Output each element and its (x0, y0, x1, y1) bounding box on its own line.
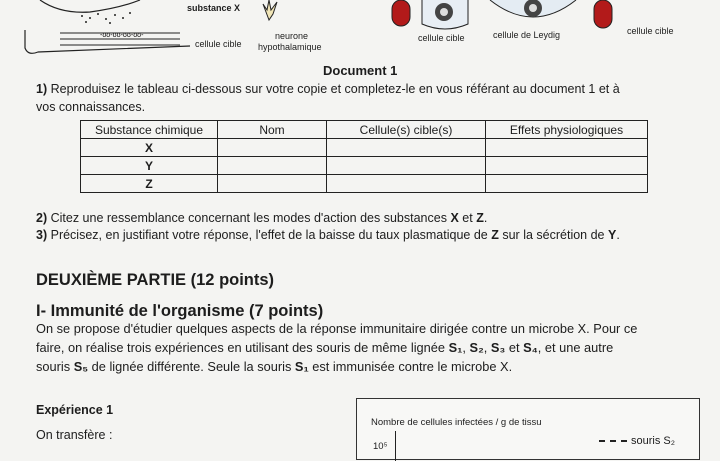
cell-membrane-drawing (20, 0, 200, 60)
q3-y: Y (607, 228, 617, 242)
row-label-z: Z (81, 175, 218, 193)
graph-y-label: Nombre de cellules infectées / g de tissu (371, 417, 542, 428)
question-1 (36, 80, 696, 116)
q2-et: et (462, 211, 473, 225)
intro-line-3a: souris (36, 359, 71, 374)
row-label-x: X (81, 139, 218, 157)
intro-line-3c: est immunisée contre le microbe X. (312, 359, 513, 374)
intro-line-3b: de lignée différente. Seule la souris (91, 359, 292, 374)
q2-z: Z (476, 211, 484, 225)
intro-line-2: faire, on réalise trois expériences en utilisant des souris de même lignée (36, 340, 446, 355)
graph-y-tick: 10⁵ (373, 441, 388, 452)
header-cellules: Cellule(s) cible(s) (327, 121, 486, 139)
header-effets: Effets physiologiques (486, 121, 648, 139)
blood-vessel-icon (390, 0, 412, 34)
graph-box (356, 398, 700, 460)
mouse-s1: S₁ (448, 340, 463, 355)
q2-dot: . (483, 211, 488, 225)
intro-line-1: On se propose d'étudier quelques aspects de la réponse immunitaire dirigée contre un microbe X. Pour ce (36, 321, 638, 336)
neuron-star-icon (253, 0, 285, 22)
q3-z: Z (491, 228, 499, 242)
table-row (81, 157, 648, 175)
label-neurone: neurone (275, 31, 309, 41)
svg-text:-ʊʊ-ʊʊ-ʊʊ-ʊʊ-: -ʊʊ-ʊʊ-ʊʊ-ʊʊ- (100, 32, 144, 39)
q3-number: 3) (36, 228, 48, 242)
leydig-cell-icon (488, 0, 578, 30)
intro-paragraph: On se propose d'étudier quelques aspects de la réponse immunitaire dirigée contre un microbe X. Pour ce faire, on réalise trois expériences en utilisant des souris de même lignée S₁, S₂, S₃ et S₄, et une autre souris S₅ de lignée différente. Seule la souris S₁ est immunisée contre le microbe X. (36, 321, 638, 374)
header-nom: Nom (218, 121, 327, 139)
blood-vessel-icon-2 (592, 0, 614, 34)
graph-y-axis (395, 431, 396, 461)
intro-line-2b: , et une autre (537, 340, 614, 355)
part-title: DEUXIÈME PARTIE (12 points) (36, 271, 275, 289)
mouse-s3: S₃ (490, 340, 506, 355)
table-row (81, 175, 648, 193)
question-2 (36, 211, 487, 225)
q2-text: Citez une ressemblance concernant les modes d'action des substances (50, 211, 447, 225)
question-3 (36, 228, 620, 242)
legend-label: souris S₂ (631, 435, 676, 447)
table-cell (218, 175, 327, 193)
mouse-s1-b: S₁ (294, 359, 309, 374)
table-cell (218, 157, 327, 175)
table-cell (327, 175, 486, 193)
q1-number: 1) (36, 82, 48, 96)
label-cellule-cible-3: cellule cible (627, 26, 674, 36)
mouse-s5: S₅ (73, 359, 89, 374)
table-cell (486, 157, 648, 175)
label-cellule-cible-1: cellule cible (195, 39, 242, 49)
table-cell (218, 139, 327, 157)
table-cell (327, 139, 486, 157)
target-cell-icon (420, 0, 470, 32)
table-cell (486, 175, 648, 193)
row-label-y: Y (81, 157, 218, 175)
mouse-s4: S₄ (523, 340, 538, 355)
label-cellule-leydig: cellule de Leydig (493, 30, 561, 40)
experience-line1: On transfère : (36, 428, 113, 442)
table-header-row (81, 121, 648, 139)
mouse-s2: S₂ (469, 340, 484, 355)
document-1-diagram (0, 0, 720, 60)
legend-dash-icon (599, 440, 627, 442)
q3-dot: . (616, 228, 620, 242)
q1-line2: vos connaissances. (36, 100, 146, 114)
graph-legend (599, 435, 675, 447)
label-cellule-cible-2: cellule cible (418, 33, 465, 43)
header-substance: Substance chimique (81, 121, 218, 139)
table-cell (327, 157, 486, 175)
document-title: Document 1 (323, 63, 398, 78)
q2-x: X (450, 211, 459, 225)
q2-number: 2) (36, 211, 48, 225)
q1-line1: Reproduisez le tableau ci-dessous sur votre copie et completez-le en vous référant au document 1 et à (50, 82, 620, 96)
label-hypothalamique: hypothalamique (258, 42, 322, 52)
table-row (81, 139, 648, 157)
section-title: I- Immunité de l'organisme (7 points) (36, 302, 324, 320)
table-cell (486, 139, 648, 157)
q3-text: Précisez, en justifiant votre réponse, l'effet de la baisse du taux plasmatique de (50, 228, 488, 242)
answer-table (80, 120, 648, 193)
label-substance-x: substance X (187, 3, 241, 13)
q3-mid: sur la sécrétion de (502, 228, 605, 242)
experience-title: Expérience 1 (36, 403, 114, 417)
